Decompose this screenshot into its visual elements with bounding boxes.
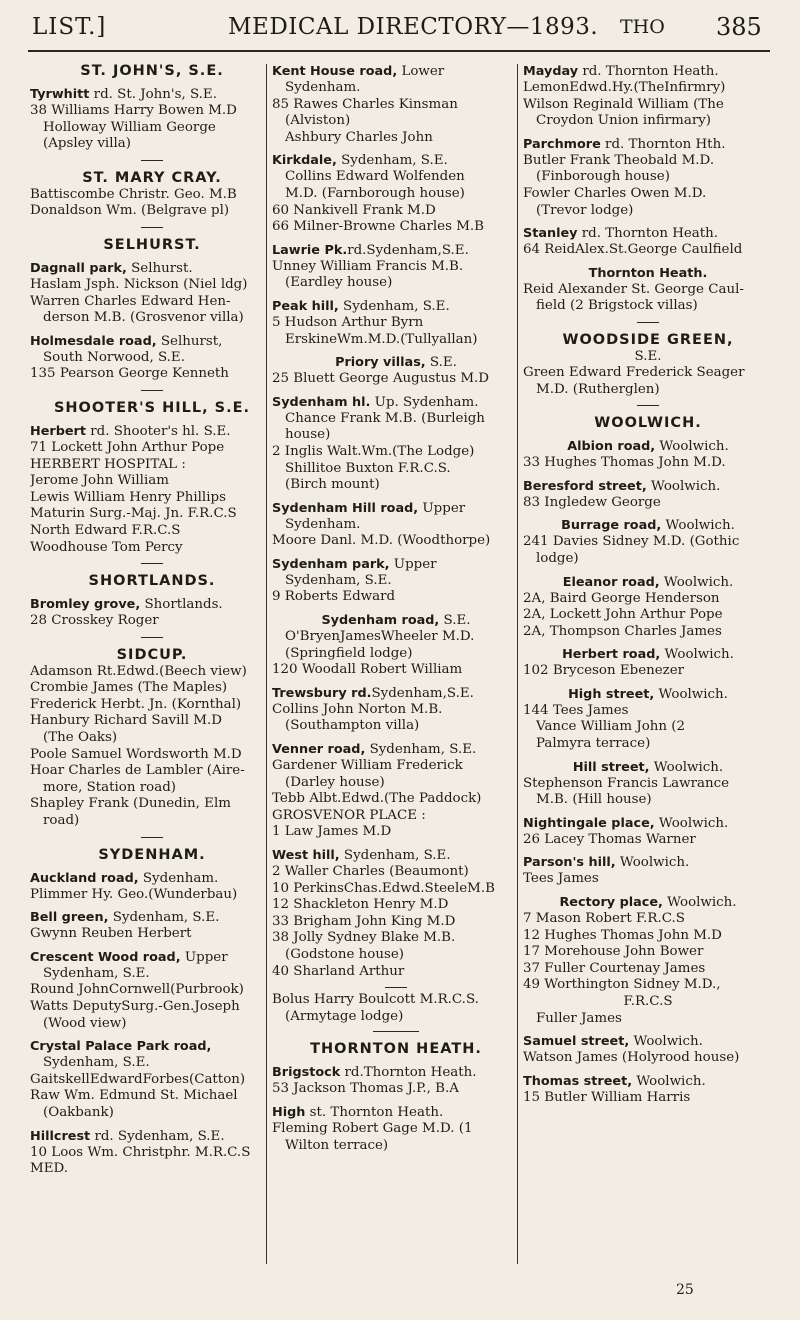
street-name: Priory villas,	[335, 355, 426, 371]
directory-entry: 64 ReidAlex.St.George Caulfield	[523, 242, 743, 258]
directory-entry: Donaldson Wm. (Belgrave pl)	[30, 203, 230, 219]
street-name: Bell green,	[30, 910, 109, 926]
street-name: Trewsbury rd.	[272, 685, 372, 701]
street-name: High street,	[568, 686, 655, 702]
directory-entry: 102 Bryceson Ebenezer	[523, 663, 685, 679]
entry-continuation: derson M.B. (Grosvenor villa)	[43, 310, 244, 326]
street-name: Nightingale place,	[523, 815, 655, 831]
street-heading	[523, 759, 773, 776]
directory-entry: 49 Worthington Sidney M.D.,	[523, 977, 721, 993]
directory-entry: 26 Lacey Thomas Warner	[523, 831, 696, 847]
directory-entry: 120 Woodall Robert William	[272, 662, 463, 678]
street-heading	[30, 260, 274, 277]
header-catchword: THO	[620, 16, 665, 38]
street-name: Sydenham road,	[321, 613, 440, 629]
header-list-label: LIST.]	[32, 14, 107, 40]
entry-continuation: (Alviston)	[285, 113, 351, 129]
street-heading	[30, 1038, 274, 1055]
street-heading	[272, 152, 520, 169]
street-locality: rd. Shooter's hl. S.E.	[85, 423, 231, 439]
street-name: Peak hill,	[272, 298, 339, 314]
street-heading	[523, 686, 773, 703]
entry-continuation: (Apsley villa)	[43, 136, 131, 152]
directory-entry: 28 Crosskey Roger	[30, 613, 159, 629]
street-heading	[523, 225, 773, 242]
directory-entry: 37 Fuller Courtenay James	[523, 960, 706, 976]
entry-continuation: Sydenham, S.E.	[43, 965, 150, 981]
locality-subheading: S.E.	[634, 348, 662, 364]
page-number: 385	[716, 13, 762, 41]
street-heading	[272, 298, 520, 315]
directory-entry: HERBERT HOSPITAL :	[30, 456, 186, 472]
directory-entry: 38 Jolly Sydney Blake M.B.	[272, 930, 456, 946]
street-heading	[523, 815, 773, 832]
directory-entry: GROSVENOR PLACE :	[272, 807, 426, 823]
street-heading	[523, 265, 773, 282]
directory-entry: Stephenson Francis Lawrance	[523, 775, 730, 791]
street-locality: Shortlands.	[140, 597, 223, 613]
street-locality: Woolwich.	[660, 647, 734, 663]
street-locality: Upper	[180, 949, 228, 965]
column-divider	[517, 64, 518, 1264]
locality-heading: SHORTLANDS.	[88, 573, 216, 590]
signature-mark: 25	[676, 1282, 694, 1298]
street-heading	[272, 1104, 520, 1121]
street-locality: Woolwich.	[659, 574, 734, 590]
street-locality: S.E.	[439, 613, 471, 629]
street-locality: Woolwich.	[661, 518, 735, 534]
directory-entry: Gwynn Reuben Herbert	[30, 926, 192, 942]
street-heading	[272, 63, 520, 80]
section-divider	[373, 1031, 419, 1032]
directory-entry: Haslam Jsph. Nickson (Niel ldg)	[30, 276, 248, 292]
entry-continuation: M.D. (Farnborough house)	[285, 185, 465, 201]
entry-continuation: lodge)	[536, 550, 579, 566]
locality-heading: SHOOTER'S HILL, S.E.	[53, 399, 251, 416]
street-name: Mayday	[523, 64, 579, 79]
street-locality: Selhurst.	[126, 260, 193, 276]
street-name: High	[272, 1104, 306, 1120]
street-name: Bromley grove,	[30, 597, 141, 613]
street-name: Rectory place,	[559, 895, 663, 911]
entry-continuation: Chance Frank M.B. (Burleigh	[285, 410, 485, 426]
street-heading	[30, 86, 274, 103]
directory-entry: 33 Hughes Thomas John M.D.	[523, 455, 726, 471]
entry-continuation: (Finborough house)	[536, 169, 670, 185]
directory-entry: Round JohnCornwell(Purbrook)	[30, 982, 244, 998]
directory-entry: LemonEdwd.Hy.(TheInfirmry)	[523, 80, 726, 95]
entry-continuation: (Birch mount)	[285, 477, 380, 493]
section-divider	[141, 837, 163, 838]
directory-entry: 10 PerkinsChas.Edwd.SteeleM.B	[272, 880, 495, 896]
directory-entry: Hanbury Richard Savill M.D	[30, 713, 222, 729]
street-name: Hill street,	[572, 759, 650, 775]
street-name: Herbert	[30, 423, 86, 439]
directory-entry: Reid Alexander St. George Caul-	[523, 281, 744, 297]
directory-entry: Unney William Francis M.B.	[272, 258, 464, 274]
entry-continuation: Sydenham.	[285, 516, 361, 532]
directory-entry: 53 Jackson Thomas J.P., B.A	[272, 1081, 459, 1097]
directory-entry: Crombie James (The Maples)	[30, 680, 228, 696]
directory-entry: 38 Williams Harry Bowen M.D	[30, 103, 237, 118]
directory-entry: 144 Tees James	[523, 702, 629, 718]
street-heading	[523, 646, 773, 663]
directory-entry: Hoar Charles de Lambler (Aire-	[30, 763, 245, 779]
directory-entry: 135 Pearson George Kenneth	[30, 366, 229, 382]
entry-continuation: (Eardley house)	[285, 275, 393, 291]
column-1	[30, 63, 274, 1178]
street-name: Sydenham park,	[272, 556, 390, 572]
directory-entry: 12 Hughes Thomas John M.D	[523, 927, 722, 943]
street-locality: Woolwich.	[662, 895, 737, 911]
street-locality: Woolwich.	[649, 759, 724, 775]
section-divider	[141, 390, 163, 391]
street-heading	[523, 517, 773, 534]
entry-continuation: (Southampton villa)	[285, 718, 420, 734]
street-heading	[272, 556, 520, 573]
directory-entry: 5 Hudson Arthur Byrn	[272, 314, 424, 330]
directory-entry: Fleming Robert Gage M.D. (1	[272, 1120, 473, 1136]
street-heading	[272, 612, 520, 629]
street-locality: Woolwich.	[615, 855, 690, 871]
street-name: Eleanor road,	[562, 574, 660, 590]
street-name: Dagnall park,	[30, 260, 127, 276]
street-heading	[272, 354, 520, 371]
street-heading	[30, 596, 274, 613]
street-heading	[523, 894, 773, 911]
entry-continuation: Palmyra terrace)	[536, 736, 651, 752]
directory-entry: 7 Mason Robert F.R.C.S	[523, 911, 685, 927]
entry-continuation: (Trevor lodge)	[536, 202, 634, 218]
street-name: Thornton Heath.	[588, 265, 708, 281]
entry-continuation: road)	[43, 813, 80, 829]
street-name: Kirkdale,	[272, 153, 337, 169]
locality-heading: WOOLWICH.	[594, 415, 702, 432]
street-name: Thomas street,	[523, 1073, 633, 1089]
street-name: Hillcrest	[30, 1128, 91, 1144]
entry-continuation: house)	[285, 427, 331, 443]
directory-entry: 60 Nankivell Frank M.D	[272, 202, 436, 218]
street-locality: Upper	[389, 556, 437, 572]
directory-entry: F.R.C.S	[623, 994, 673, 1009]
street-locality: rd. Thornton Heath.	[577, 226, 719, 242]
section-divider	[637, 322, 659, 323]
street-name: Beresford street,	[523, 478, 647, 494]
street-locality: Woolwich.	[654, 686, 728, 702]
section-divider	[141, 637, 163, 638]
directory-entry: 2 Waller Charles (Beaumont)	[272, 864, 469, 879]
entry-continuation: Fuller James	[536, 1010, 622, 1026]
street-name: Holmesdale road,	[30, 333, 157, 349]
street-locality: Lower	[397, 64, 445, 79]
street-locality: Sydenham, S.E.	[336, 153, 448, 169]
entry-continuation: Shillitoe Buxton F.R.C.S.	[285, 460, 451, 476]
locality-heading: SYDENHAM.	[98, 846, 206, 863]
entry-continuation: (Godstone house)	[285, 946, 405, 962]
directory-entry: Plimmer Hy. Geo.(Wunderbau)	[30, 886, 238, 902]
directory-entry: 12 Shackleton Henry M.D	[272, 897, 449, 913]
entry-continuation: (Armytage lodge)	[285, 1008, 404, 1024]
street-locality: rd.Sydenham,S.E.	[347, 242, 469, 258]
entry-continuation: (Wood view)	[43, 1015, 127, 1031]
street-locality: rd.Thornton Heath.	[340, 1065, 477, 1081]
street-name: Parchmore	[523, 136, 601, 152]
street-locality: Upper	[418, 500, 466, 516]
directory-entry: Butler Frank Theobald M.D.	[523, 152, 715, 168]
directory-entry: 241 Davies Sidney M.D. (Gothic	[523, 534, 740, 550]
street-heading	[523, 63, 773, 80]
entry-continuation: Sydenham, S.E.	[43, 1055, 150, 1071]
street-name: Auckland road,	[30, 870, 139, 886]
street-heading	[523, 478, 773, 495]
directory-entry: Battiscombe Christr. Geo. M.B	[30, 186, 237, 202]
entry-continuation: (Springfield lodge)	[285, 645, 413, 661]
directory-entry: Gardener William Frederick	[272, 758, 463, 774]
street-locality: Up. Sydenham.	[370, 394, 479, 410]
street-name: Brigstock	[272, 1065, 341, 1081]
entry-continuation: Sydenham, S.E.	[285, 572, 392, 588]
entry-continuation: Sydenham.	[285, 80, 361, 95]
directory-entry: Maturin Surg.-Maj. Jn. F.R.C.S	[30, 506, 237, 522]
directory-entry: Tees James	[523, 871, 599, 887]
street-locality: Selhurst,	[156, 333, 223, 349]
street-locality: Woolwich.	[632, 1073, 706, 1089]
directory-entry: Woodhouse Tom Percy	[30, 539, 183, 555]
entry-continuation: O'BryenJamesWheeler M.D.	[285, 629, 475, 645]
street-heading	[272, 1064, 520, 1081]
section-divider	[141, 563, 163, 564]
street-locality: rd. Sydenham, S.E.	[90, 1128, 225, 1144]
entry-continuation: Wilton terrace)	[285, 1137, 389, 1153]
locality-heading: ST. MARY CRAY.	[82, 169, 222, 186]
street-name: Kent House road,	[272, 64, 398, 79]
entry-continuation: M.B. (Hill house)	[536, 792, 652, 808]
directory-entry: 85 Rawes Charles Kinsman	[272, 96, 458, 112]
directory-entry: Shapley Frank (Dunedin, Elm	[30, 796, 231, 812]
entry-continuation: Holloway William George	[43, 119, 216, 135]
street-heading	[523, 1033, 773, 1050]
street-heading	[523, 136, 773, 153]
street-locality: Woolwich.	[646, 478, 721, 494]
directory-entry: Adamson Rt.Edwd.(Beech view)	[30, 663, 247, 679]
directory-entry: Wilson Reginald William (The	[523, 96, 724, 112]
entry-continuation: Vance William John (2	[536, 719, 686, 735]
directory-entry: 66 Milner-Browne Charles M.B	[272, 219, 485, 235]
directory-entry: Watson James (Holyrood house)	[523, 1050, 740, 1066]
directory-entry: MED.	[30, 1161, 69, 1177]
street-name: Venner road,	[272, 742, 366, 758]
street-heading	[30, 870, 274, 887]
locality-heading: SELHURST.	[103, 236, 201, 253]
entry-continuation: M.D. (Rutherglen)	[536, 381, 660, 397]
directory-entry: Watts DeputySurg.-Gen.Joseph	[30, 999, 240, 1014]
header-rule	[28, 50, 770, 52]
directory-entry: 15 Butler William Harris	[523, 1089, 691, 1105]
street-heading	[30, 1128, 274, 1145]
entry-continuation: more, Station road)	[43, 779, 176, 795]
column-3	[523, 63, 773, 1106]
directory-entry: 10 Loos Wm. Christphr. M.R.C.S	[30, 1144, 251, 1160]
entry-continuation: ErskineWm.M.D.(Tullyallan)	[285, 331, 478, 347]
section-divider	[385, 987, 407, 988]
column-2	[272, 63, 520, 1154]
directory-entry: 2 Inglis Walt.Wm.(The Lodge)	[272, 443, 475, 459]
street-heading	[272, 242, 520, 259]
directory-entry: 17 Morehouse John Bower	[523, 944, 704, 960]
directory-entry: Fowler Charles Owen M.D.	[523, 185, 707, 201]
street-heading	[272, 847, 520, 864]
entry-continuation: Collins Edward Wolfenden	[285, 169, 465, 185]
street-locality: rd. Thornton Hth.	[600, 136, 726, 152]
street-locality: Sydenham, S.E.	[339, 848, 451, 863]
section-divider	[637, 405, 659, 406]
directory-entry: 33 Brigham John King M.D	[272, 913, 456, 929]
directory-entry: 2A, Baird George Henderson	[523, 590, 720, 606]
street-heading	[272, 685, 520, 702]
street-name: Sydenham hl.	[272, 394, 371, 410]
street-locality: rd. St. John's, S.E.	[89, 87, 217, 102]
street-name: Crescent Wood road,	[30, 949, 181, 965]
directory-entry: 83 Ingledew George	[523, 494, 661, 510]
street-name: Stanley	[523, 226, 578, 242]
entry-continuation: Croydon Union infirmary)	[536, 113, 712, 129]
directory-entry: 2A, Lockett John Arthur Pope	[523, 607, 723, 623]
street-heading	[272, 394, 520, 411]
locality-heading: ST. JOHN'S, S.E.	[80, 63, 224, 79]
street-locality: Sydenham, S.E.	[338, 298, 450, 314]
locality-heading: SIDCUP.	[116, 646, 188, 663]
directory-entry: Poole Samuel Wordsworth M.D	[30, 746, 242, 762]
street-name: Samuel street,	[523, 1034, 630, 1050]
street-heading	[30, 333, 274, 350]
street-heading	[30, 949, 274, 966]
street-heading	[523, 1073, 773, 1090]
street-heading	[30, 909, 274, 926]
directory-entry: GaitskellEdwardForbes(Catton)	[30, 1071, 246, 1087]
street-locality: Sydenham, S.E.	[108, 910, 220, 926]
directory-entry: 9 Roberts Edward	[272, 589, 396, 605]
street-locality: Sydenham.	[138, 870, 219, 886]
entry-continuation: South Norwood, S.E.	[43, 349, 185, 365]
directory-entry: Green Edward Frederick Seager	[523, 364, 745, 380]
section-divider	[141, 227, 163, 228]
directory-entry: Tebb Albt.Edwd.(The Paddock)	[272, 791, 482, 807]
directory-entry: Lewis William Henry Phillips	[30, 489, 226, 505]
entry-continuation: (Darley house)	[285, 774, 385, 790]
street-locality: rd. Thornton Heath.	[578, 64, 719, 79]
street-name: Burrage road,	[561, 518, 662, 534]
street-heading	[523, 854, 773, 871]
street-heading	[523, 438, 773, 455]
street-locality: Woolwich.	[654, 815, 729, 831]
street-locality: st. Thornton Heath.	[305, 1104, 444, 1120]
section-divider	[141, 160, 163, 161]
directory-entry: Raw Wm. Edmund St. Michael	[30, 1088, 238, 1104]
street-heading	[272, 500, 520, 517]
street-locality: Woolwich.	[655, 439, 729, 455]
header-title: MEDICAL DIRECTORY—1893.	[228, 14, 599, 40]
directory-entry: 40 Sharland Arthur	[272, 963, 405, 979]
directory-entry: Warren Charles Edward Hen-	[30, 293, 231, 309]
street-locality: Woolwich.	[629, 1034, 703, 1050]
street-heading	[272, 741, 520, 758]
directory-entry: Jerome John William	[30, 473, 169, 489]
locality-heading: THORNTON HEATH.	[310, 1041, 482, 1058]
street-name: Parson's hill,	[523, 855, 616, 871]
entry-continuation: (The Oaks)	[43, 730, 118, 746]
street-name: Lawrie Pk.	[272, 242, 348, 258]
directory-entry: 1 Law James M.D	[272, 824, 392, 840]
street-name: West hill,	[272, 848, 340, 863]
directory-entry: Bolus Harry Boulcott M.R.C.S.	[272, 992, 479, 1008]
running-header	[0, 0, 800, 50]
street-locality: Sydenham, S.E.	[365, 742, 477, 758]
street-heading	[523, 574, 773, 591]
street-locality: S.E.	[425, 355, 457, 371]
directory-entry: North Edward F.R.C.S	[30, 522, 181, 538]
directory-entry: Collins John Norton M.B.	[272, 701, 443, 717]
directory-entry: Frederick Herbt. Jn. (Kornthal)	[30, 696, 242, 712]
street-name: Tyrwhitt	[30, 87, 90, 102]
directory-entry: Moore Danl. M.D. (Woodthorpe)	[272, 533, 491, 549]
entry-continuation: (Oakbank)	[43, 1104, 114, 1120]
street-name: Sydenham Hill road,	[272, 500, 419, 516]
street-heading	[30, 423, 274, 440]
street-locality: Sydenham,S.E.	[371, 685, 474, 701]
street-name: Albion road,	[567, 439, 656, 455]
directory-entry: 25 Bluett George Augustus M.D	[272, 371, 490, 387]
street-name: Herbert road,	[562, 647, 661, 663]
column-divider	[266, 64, 267, 1264]
entry-continuation: Ashbury Charles John	[285, 129, 433, 145]
street-name: Crystal Palace Park road,	[30, 1039, 212, 1055]
directory-entry: 2A, Thompson Charles James	[523, 623, 722, 639]
directory-entry: 71 Lockett John Arthur Pope	[30, 439, 225, 455]
entry-continuation: field (2 Brigstock villas)	[536, 298, 698, 314]
locality-heading: WOODSIDE GREEN,	[562, 331, 734, 348]
